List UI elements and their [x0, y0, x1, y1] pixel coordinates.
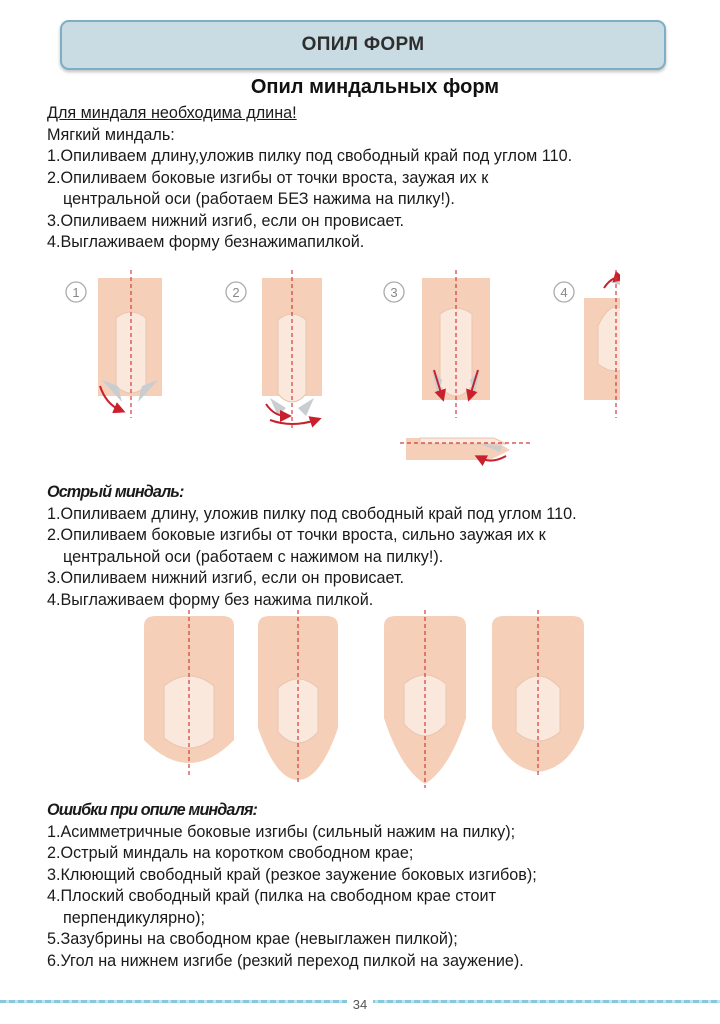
sharp-step-4: 4.Выглаживаем форму без нажима пилкой. [47, 590, 374, 609]
errors-heading: Ошибки при опиле миндаля: [47, 801, 258, 819]
sharp-almond-heading: Острый миндаль: [47, 483, 184, 501]
sharp-step-2: 2.Опиливаем боковые изгибы от точки вроста, сильно заужая их к [47, 526, 546, 544]
nail-file-icon [270, 398, 286, 416]
sharp-step-2-figure [258, 610, 338, 784]
sharp-step-3-figure [384, 610, 466, 788]
soft-almond-heading: Мягкий миндаль: [47, 125, 175, 144]
soft-step-2: 2.Опиливаем боковые изгибы от точки вроста, заужая их к [47, 168, 489, 187]
length-note: Для миндаля необходима длина! [47, 104, 297, 122]
error-item-4: 4.Плоский свободный край (пилка на свободном крае стоит [47, 887, 496, 905]
error-item-1: 1.Асимметричные боковые изгибы (сильный нажим на пилку); [47, 822, 516, 841]
page-number-value: 34 [347, 997, 373, 1012]
error-item-2: 2.Острый миндаль на коротком свободном крае; [47, 844, 414, 862]
soft-step-3-figure [384, 270, 530, 461]
soft-step-3: 3.Опиливаем нижний изгиб, если он провисает. [47, 211, 405, 230]
error-item-3: 3.Клюющий свободный край (резкое заужение боковых изгибов); [47, 865, 537, 884]
soft-step-4-figure [554, 270, 620, 418]
step-number: 2 [232, 285, 240, 300]
sharp-step-1: 1.Опиливаем длину, уложив пилку под свободный край под углом 110. [47, 504, 577, 523]
error-item-4-continued: перпендикулярно); [63, 908, 206, 927]
soft-almond-section [47, 103, 687, 254]
soft-step-2-figure [226, 270, 322, 430]
errors-section [47, 800, 687, 972]
nail-shape [116, 312, 146, 393]
soft-step-1: 1.Опиливаем длину,уложив пилку под свободный край под углом 110. [47, 147, 573, 165]
sharp-step-1-figure [144, 610, 234, 778]
step-number: 3 [390, 285, 398, 300]
soft-step-2-continued: центральной оси (работаем БЕЗ нажима на пилку!). [63, 190, 455, 208]
page-title: Опил миндальных форм [250, 76, 500, 98]
sharp-step-2-continued: центральной оси (работаем с нажимом на пилку!). [63, 547, 444, 566]
step-number: 4 [560, 285, 568, 300]
soft-step-4: 4.Выглаживаем форму безнажимапилкой. [47, 233, 365, 251]
section-header [60, 20, 666, 70]
sharp-almond-section [47, 482, 687, 611]
sharp-step-3: 3.Опиливаем нижний изгиб, если он провисает. [47, 569, 405, 587]
direction-arrow-icon [270, 420, 316, 424]
soft-almond-illustration [60, 268, 620, 490]
page-number [0, 997, 720, 1012]
nail-file-icon [298, 398, 314, 416]
soft-step-1-figure [66, 270, 162, 418]
section-header-title: ОПИЛ ФОРМ [301, 34, 425, 55]
step-number: 1 [72, 285, 80, 300]
error-item-5: 5.Зазубрины на свободном крае (невыглажен пилкой); [47, 930, 458, 948]
nail-shape [404, 675, 446, 736]
sharp-almond-illustration [130, 608, 600, 790]
error-item-6: 6.Угол на нижнем изгибе (резкий переход пилкой на заужение). [47, 951, 524, 970]
sharp-step-4-figure [492, 610, 584, 778]
